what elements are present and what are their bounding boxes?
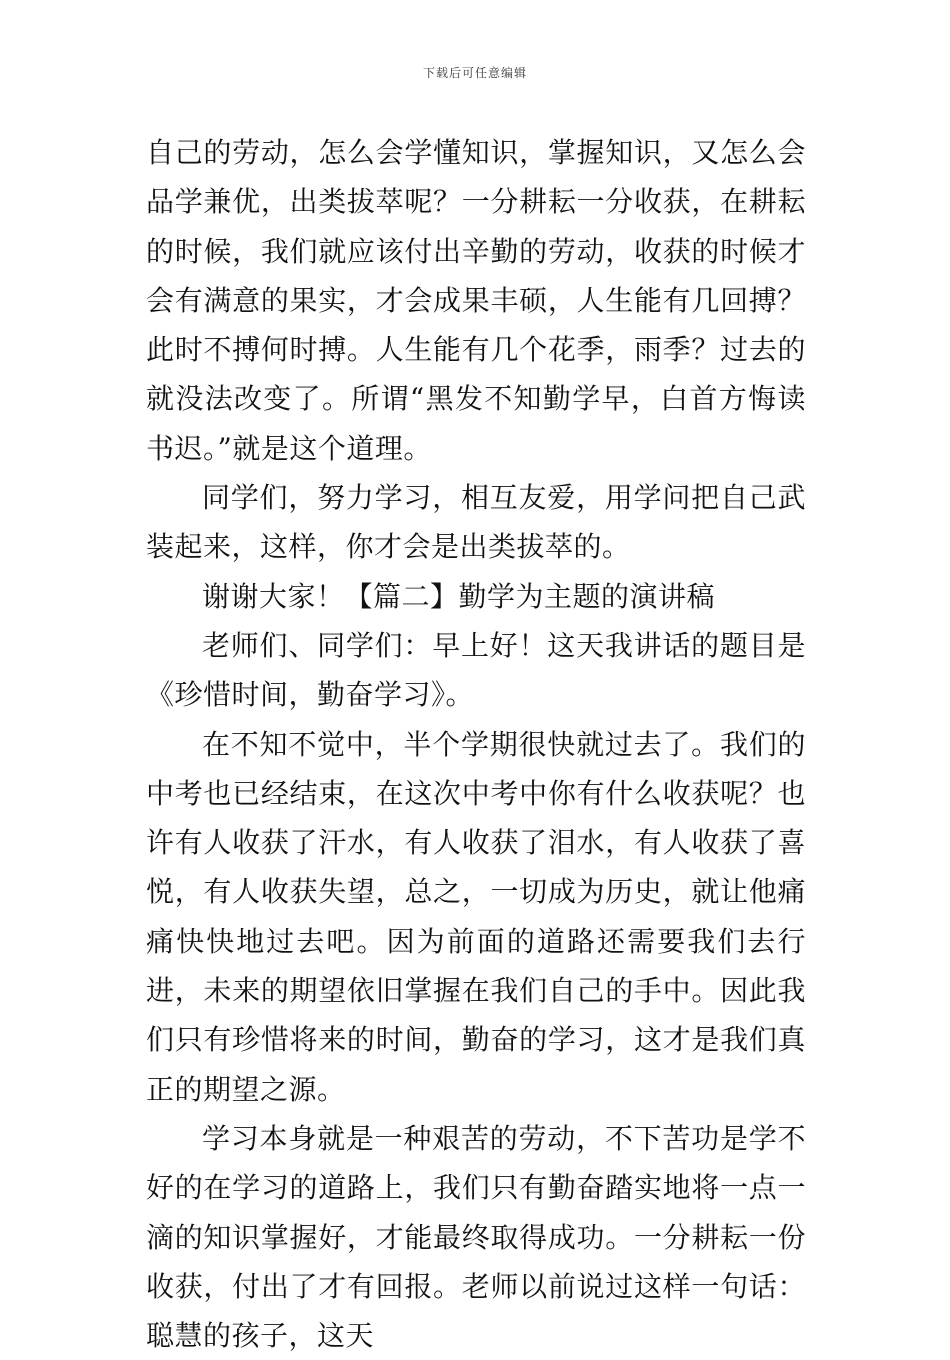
paragraph-1: 自己的劳动，怎么会学懂知识，掌握知识，又怎么会品学兼优，出类拔萃呢？一分耕耘一分收获，在耕耘的时候，我们就应该付出辛勤的劳动，收获的时候才会有满意的果实，才会成果丰硕，人生能有几回搏？此时不搏何时搏。人生能有几个花季，雨季？过去的就没法改变了。所谓“黑发不知勤学早，白首方悔读书迟。”就是这个道理。: [146, 136, 806, 465]
paragraph-2: 同学们，努力学习，相互友爱，用学问把自己武装起来，这样，你才会是出类拔萃的。: [146, 481, 806, 564]
document-body: [146, 128, 806, 1360]
page-header: 下载后可任意编辑: [422, 66, 527, 80]
paragraph-5: 在不知不觉中，半个学期很快就过去了。我们的中考也已经结束，在这次中考中你有什么收获呢？也许有人收获了汗水，有人收获了泪水，有人收获了喜悦，有人收获失望，总之，一切成为历史，就让他痛痛快快地过去吧。因为前面的道路还需要我们去行进，未来的期望依旧掌握在我们自己的手中。因此我们只有珍惜将来的时间，勤奋的学习，这才是我们真正的期望之源。: [146, 727, 806, 1106]
paragraph-6: 学习本身就是一种艰苦的劳动，不下苦功是学不好的在学习的道路上，我们只有勤奋踏实地将一点一滴的知识掌握好，才能最终取得成功。一分耕耘一份收获，付出了才有回报。老师以前说过这样一句话：聪慧的孩子，这天: [146, 1121, 806, 1353]
paragraph-4: 老师们、同学们：早上好！这天我讲话的题目是《珍惜时间，勤奋学习》。: [146, 628, 806, 712]
paragraph-3: 谢谢大家！【篇二】勤学为主题的演讲稿: [202, 579, 716, 613]
